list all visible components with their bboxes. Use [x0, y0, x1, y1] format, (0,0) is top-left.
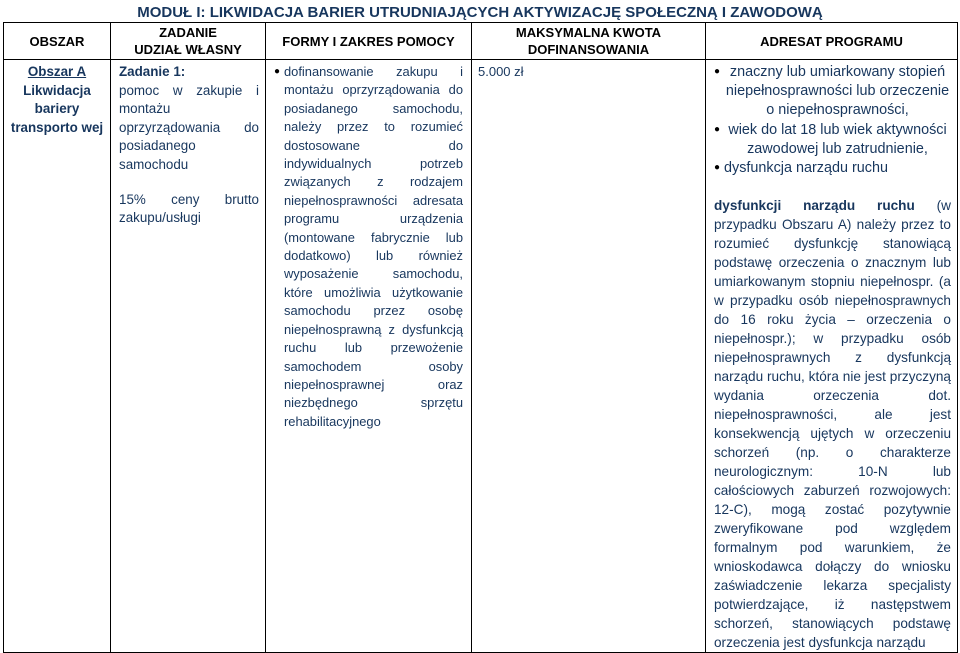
header-adresat: ADRESAT PROGRAMU: [706, 23, 958, 60]
zadanie-desc: pomoc w zakupie i montażu oprzyrządowania do posiadanego samochodu: [119, 82, 259, 172]
cell-zadanie: [111, 60, 266, 653]
zadanie-title: Zadanie 1:: [119, 64, 186, 79]
bullet-icon: ●: [714, 123, 721, 135]
formy-text: dofinansowanie zakupu i montażu oprzyrządowania do posiadanego samochodu, należy przez to rozumieć dostosowane do indywidualnych potrzeb związanych z rodzajem niepełnosprawności adresata programu urządzenia (montowane fabrycznie lub dodatkowo) lub również wyposażenie samochodu, które umożliwia użytkowanie samochodu przez osobę niepełnosprawną z dysfunkcją ruchu lub przewożenie samochodem osoby niepełnosprawnej oraz niezbędnego sprzętu rehabilitacyjnego: [284, 64, 463, 429]
table-header-row: [4, 23, 958, 60]
header-obszar: OBSZAR: [4, 23, 111, 60]
header-formy: FORMY I ZAKRES POMOCY: [266, 23, 472, 60]
cell-kwota: [472, 60, 706, 653]
list-item: ● wiek do lat 18 lub wiek aktywności zawodowej lub zatrudnienie,: [714, 121, 951, 159]
cell-obszar: [4, 60, 111, 653]
obszar-desc: Likwidacja bariery transporto wej: [10, 82, 104, 135]
adresat-note: dysfunkcji narządu ruchu (w przypadku Obszaru A) należy przez to rozumieć dysfunkcję stanowiącą podstawę orzeczenia o znacznym lub umiarkowanym stopniu niepełnospr. (a w przypadku osób niepełnosprawnych do 16 roku życia – orzeczenia o niepełnospr.); w przypadku osób niepełnosprawnych z dysfunkcją narządu ruchu, która nie jest przyczyną wydania orzeczenia dot. niepełnosprawności, ale jest konsekwencją ujętych w orzeczeniu schorzeń (np. o charakterze neurologicznym: 10-N lub całościowych zaburzeń rozwojowych: 12-C), mogą zostać pozytywnie zweryfikowane pod względem formalnym pod warunkiem, że wnioskodawca dołączy do wniosku zaświadczenie lekarza specjalisty potwierdzające, iż następstwem schorzeń, stanowiących podstawę orzeczenia jest dysfunkcja narządu: [714, 198, 951, 651]
list-item: ● dysfunkcja narządu ruchu: [714, 159, 951, 178]
cell-adresat: [706, 60, 958, 653]
bullet-icon: ●: [274, 66, 281, 77]
module-title: MODUŁ I: LIKWIDACJA BARIER UTRUDNIAJĄCYCH AKTYWIZACJĘ SPOŁECZNĄ I ZAWODOWĄ: [137, 4, 823, 21]
table-row: [4, 60, 958, 653]
adresat-list: [714, 63, 951, 178]
bullet-icon: ●: [714, 162, 721, 174]
header-kwota: MAKSYMALNA KWOTA DOFINANSOWANIA: [472, 23, 706, 60]
program-table: [3, 22, 958, 653]
list-item: ● znaczny lub umiarkowany stopień niepełnosprawności lub orzeczenie o niepełnosprawności,: [714, 63, 951, 121]
udzial-wlasny: 15% ceny brutto zakupu/usługi: [119, 191, 259, 226]
obszar-title: Obszar A: [27, 64, 87, 79]
kwota-value: 5.000 zł: [478, 64, 524, 79]
cell-formy: [266, 60, 472, 653]
header-zadanie: ZADANIE UDZIAŁ WŁASNY: [111, 23, 266, 60]
bullet-icon: ●: [714, 66, 721, 77]
